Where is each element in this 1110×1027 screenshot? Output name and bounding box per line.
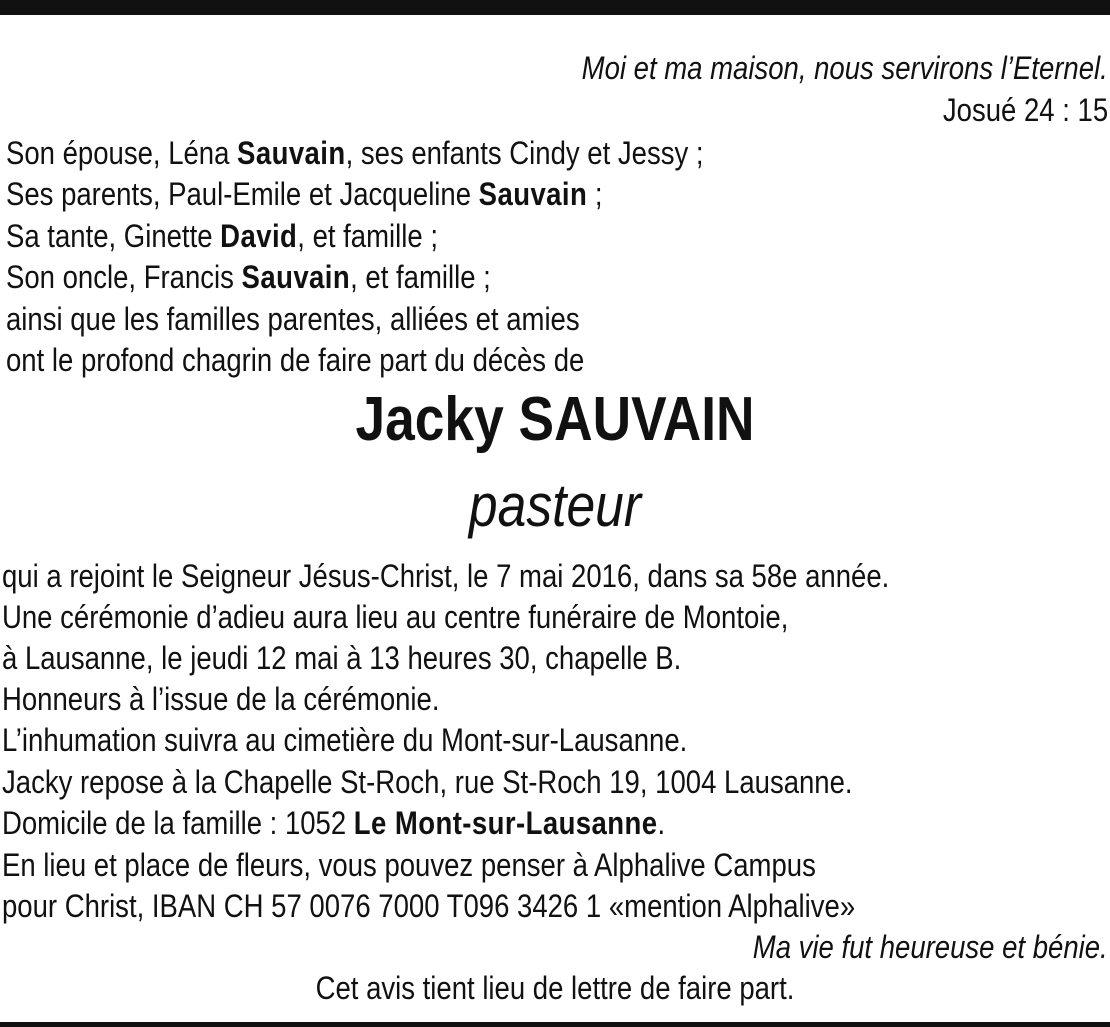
details-line-ceremony: Une cérémonie d’adieu aura lieu au centre funéraire de Montoie, xyxy=(2,599,789,635)
family-line-relatives: ainsi que les familles parentes, alliées et amies xyxy=(6,301,580,337)
deceased-title: pasteur xyxy=(468,472,642,539)
family-line-announcement: ont le profond chagrin de faire part du décès de xyxy=(6,342,585,378)
closing-quote: Ma vie fut heureuse et bénie. xyxy=(753,929,1108,965)
details-line-text: Domicile de la famille : 1052 xyxy=(2,805,354,841)
family-surname: Sauvain xyxy=(241,259,351,295)
family-surname: David xyxy=(220,218,298,254)
family-line-uncle xyxy=(6,257,491,297)
details-line-resting-place: Jacky repose à la Chapelle St-Roch, rue St-Roch 19, 1004 Lausanne. xyxy=(2,764,853,800)
details-line-iban: pour Christ, IBAN CH 57 0076 7000 T096 3426 1 «mention Alphalive» xyxy=(2,888,856,924)
family-line-text: Sa tante, Ginette xyxy=(6,218,221,254)
details-line-honours: Honneurs à l’issue de la cérémonie. xyxy=(2,681,440,717)
epigraph-reference: Josué 24 : 15 xyxy=(942,92,1108,128)
family-line-text: Son oncle, Francis xyxy=(6,259,242,295)
top-border-rule xyxy=(0,0,1110,15)
details-line-ceremony-time: à Lausanne, le jeudi 12 mai à 13 heures 30, chapelle B. xyxy=(2,640,682,676)
family-line-parents xyxy=(6,174,603,214)
details-line-passing: qui a rejoint le Seigneur Jésus-Christ, le 7 mai 2016, dans sa 58e année. xyxy=(2,558,890,594)
family-line-aunt xyxy=(6,216,438,256)
details-line-text: . xyxy=(657,805,666,841)
family-surname: Sauvain xyxy=(478,176,588,212)
family-line-text: , et famille ; xyxy=(297,218,438,254)
notice-line: Cet avis tient lieu de lettre de faire part. xyxy=(315,970,795,1006)
family-surname: Sauvain xyxy=(237,135,346,171)
family-line-text: ; xyxy=(587,176,603,212)
details-town: Le Mont-sur-Lausanne xyxy=(353,805,658,841)
epigraph-verse: Moi et ma maison, nous servirons l’Eternel. xyxy=(581,50,1108,86)
details-line-donation: En lieu et place de fleurs, vous pouvez penser à Alphalive Campus xyxy=(2,847,816,883)
bottom-border-rule xyxy=(0,1022,1110,1027)
family-line-text: Son épouse, Léna xyxy=(6,135,238,171)
details-line-home xyxy=(2,803,665,843)
family-line-text: Ses parents, Paul-Emile et Jacqueline xyxy=(6,176,479,212)
family-line-text: , ses enfants Cindy et Jessy ; xyxy=(345,135,704,171)
deceased-name: Jacky SAUVAIN xyxy=(355,385,755,454)
details-line-burial: L’inhumation suivra au cimetière du Mont-sur-Lausanne. xyxy=(2,722,688,758)
family-line-spouse xyxy=(6,133,704,173)
family-line-text: , et famille ; xyxy=(350,259,491,295)
